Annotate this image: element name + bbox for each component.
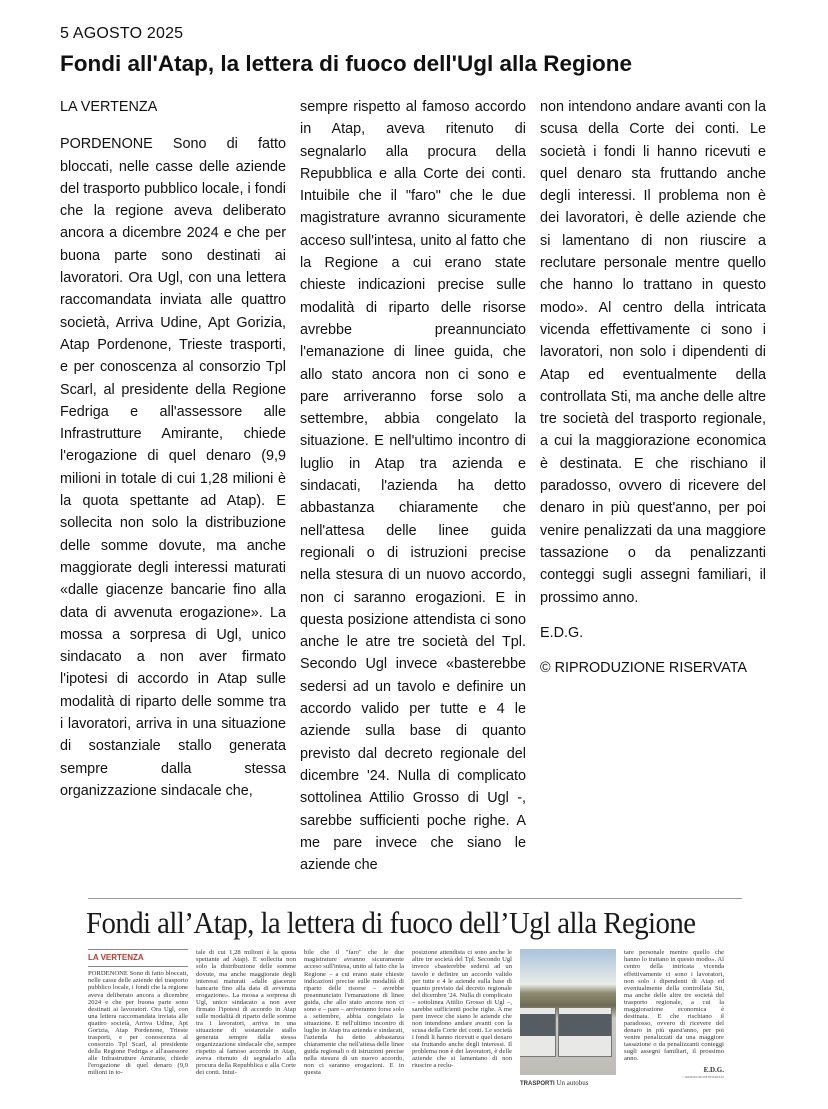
clipping-headline: Fondi all’Atap, la lettera di fuoco dell’Ugl alla Regione xyxy=(86,905,696,941)
clipping-text: bile che il "faro" che le due magistrature avranno sicuramente acceso sull'intesa, unito al fatto che la Regione – a cui erano state chieste indicazioni precise sulle modalità di riparto delle risorse – avrebbe preannunciato l'emanazione di linee guida, che allo stato ancora non ci sono e – pare – arriveranno forse solo a settembre, abbia congelato la situazione. E nell'ultimo incontro di luglio in Atap tra azienda e sindacati, l'azienda ha detto abbastanza chiaramente che nell'attesa delle linee guida regionali o di istruzioni precise nella stesura di un nuovo accordo, non ci saranno erogazioni. E in questa xyxy=(304,949,404,1077)
article-title: Fondi all'Atap, la lettera di fuoco dell'Ugl alla Regione xyxy=(60,51,633,76)
clipping-column-2 xyxy=(196,949,296,1076)
clipping-text: tare personale mentre quello che hanno lo trattano in questo modo». Al centro della intricata vicenda effettivamente ci sono i lavoratori, non solo i dipendenti di Atap ed eventualmente della controllata Sti, ma anche delle altre tre società del trasporto regionale, a cui la maggiorazione economica è destinata. E che rischiano il paradosso, ovvero di ricevere del denaro in più quest'anno, per poi venire penalizzati da una maggiore tassazione o da penalizzanti conteggi sugli assegni familiari, il prossimo anno. xyxy=(624,949,724,1063)
article-body xyxy=(60,96,828,876)
article-date: 5 AGOSTO 2025 xyxy=(60,25,184,42)
clipping-text: tale di cui 1,28 milioni è la quota spettante ad Atap). E sollecita non solo la distribuzione delle somme dovute, ma anche maggiorate degli interessi maturati «dalle giacenze bancarie fino alla data di avvenuta erogazione». La mossa a sorpresa di Ugl, unico sindacato a non aver firmato l'ipotesi di accordo in Atap sulle modalità di riparto delle somme tra i lavoratori, arriva in una situazione di sostanziale stallo generata sempre dalla stessa organizzazione sindacale che, sempre rispetto al famoso accordo in Atap, aveva ritenuto di segnalarlo alla procura della Repubblica e alla Corte dei conti. Intui- xyxy=(196,949,296,1077)
clipping-text: posizione attendista ci sono anche le altre tre società del Tpl. Secondo Ugl invece «basterebbe sedersi ad un tavolo e definire un accordo valido per tutte e 4 le aziende sulla base di quanto previsto dal decreto regionale del dicembre '24. Nulla di complicato – sottolinea Attilio Grosso di Ugl –, sarebbe sufficienti poche righe. A me pare invece che siano le aziende che non intendono andare avanti con la scusa della Corte dei conti. Le società i fondi li hanno ricevuti e quel denaro sta fruttando anche degli interessi. Il problema non è dei lavoratori, è delle aziende che si lamentano di non riuscire a reclu- xyxy=(412,949,512,1070)
clipping-column-3 xyxy=(304,949,404,1076)
bus-image xyxy=(520,1007,556,1057)
clipping-column-1 xyxy=(88,949,188,1076)
caption-text: Un autobus xyxy=(556,1079,589,1088)
article-paragraph: non intendono andare avanti con la scusa della Corte dei conti. Le società i fondi li hanno ricevuti e quel denaro sta fruttando anche degli interessi. Il problema non è dei lavoratori, è delle aziende che si lamentano di non riuscire a reclutare personale mentre quello che hanno lo trattano in questo modo». Al centro della intricata vicenda effettivamente ci sono i lavoratori, non solo i dipendenti di Atap ed eventualmente della controllata Sti, ma anche delle altre tre società del trasporto regionale, a cui la maggiorazione economica è destinata. E che rischiano il paradosso, ovvero di ricevere del denaro in più quest'anno, per poi venire penalizzati da una maggiore tassazione o da penalizzanti conteggi sugli assegni familiari, il prossimo anno. xyxy=(540,99,766,606)
article-copyright: © RIPRODUZIONE RISERVATA xyxy=(540,660,748,677)
clipping-signature: E.D.G. xyxy=(703,1066,724,1075)
article-signature: E.D.G. xyxy=(540,624,584,641)
clipping-photo-column xyxy=(520,949,616,1089)
clipping-copyright: © RIPRODUZIONE RISERVATA xyxy=(682,1075,724,1080)
article-kicker: LA VERTENZA xyxy=(60,99,158,115)
article-column-3 xyxy=(540,96,766,679)
article-paragraph: PORDENONE Sono di fatto bloccati, nelle casse delle aziende del trasporto pubblico locale, i fondi che la regione aveva deliberato ancora a dicembre 2024 e che per buona parte sono destinati ai lavoratori. Ora Ugl, con una lettera raccomandata inviata alle quattro società, Arriva Udine, Apt Gorizia, Atap Pordenone, Trieste trasporti, e per conoscenza al consorzio Tpl Scarl, al presidente della Regione Fedriga e all'assessore alle Infrastrutture Amirante, chiede l'erogazione di quel denaro (9,9 milioni in totale di cui 1,28 milioni è la quota spettante ad Atap). E sollecita non solo la distribuzione delle somme dovute, ma anche maggiorate degli interessi maturati «dalle giacenze bancarie fino alla data di avvenuta erogazione». La mossa a sorpresa di Ugl, unico sindacato a non aver firmato l'ipotesi di accordo in Atap sulle modalità di riparto delle somme tra i lavoratori, arriva in una situazione di sostanziale stallo generata sempre dalla stessa organizzazione sindacale che, xyxy=(60,136,286,799)
clipping-kicker: LA VERTENZA xyxy=(88,949,188,967)
clipping-divider xyxy=(88,898,742,899)
clipping-text: PORDENONE Sono di fatto bloccati, nelle casse delle aziende del trasporto pubblico locale, i fondi che la regione aveva deliberato ancora a dicembre 2024 e che per buona parte sono destinati ai lavoratori. Ora Ugl, con una lettera raccomandata inviata alle quattro società, Arriva Udine, Apt Gorizia, Atap Pordenone, Trieste trasporti, e per conoscenza al consorzio Tpl Scarl, al presidente della Regione Fedriga e all'assessore alle Infrastrutture Amirante, chiede l'erogazione di quel denaro (9,9 milioni in to- xyxy=(88,970,188,1077)
article-column-2 xyxy=(300,96,526,876)
caption-label: TRASPORTI xyxy=(520,1081,555,1088)
article-column-1 xyxy=(60,96,286,802)
clipping-column-4 xyxy=(412,949,512,1069)
clipping-column-5 xyxy=(624,949,724,1080)
bus-photo xyxy=(520,949,616,1075)
clipping-body xyxy=(80,949,748,1089)
photo-caption xyxy=(520,1079,616,1089)
article-paragraph: sempre rispetto al famoso accordo in Atap, aveva ritenuto di segnalarlo alla procura della Repubblica e alla Corte dei conti. Intuibile che il "faro" che le due magistrature avranno sicuramente acceso sull'intesa, unito al fatto che la Regione a cui erano state chieste indicazioni precise sulle modalità di riparto delle risorse avrebbe preannunciato l'emanazione di linee guida, che allo stato ancora non ci sono e pare arriveranno forse solo a settembre, abbia congelato la situazione. E nell'ultimo incontro di luglio in Atap tra azienda e sindacati, l'azienda ha detto abbastanza chiaramente che nell'attesa delle linee guida regionali o di istruzioni precise nella stesura di un nuovo accordo, non ci saranno erogazioni. E in questa posizione attendista ci sono anche le atre tre società del Tpl. Secondo Ugl invece «basterebbe sedersi ad un tavolo e definire un accordo valido per tutte e 4 le aziende sulla base di quanto previsto dal decreto regionale del dicembre '24. Nulla di complicato sottolinea Attilio Grosso di Ugl -, sarebbe sufficienti poche righe. A me pare invece che siano le aziende che xyxy=(300,99,526,874)
bus-image xyxy=(558,1007,612,1057)
newspaper-clipping xyxy=(80,898,748,1089)
